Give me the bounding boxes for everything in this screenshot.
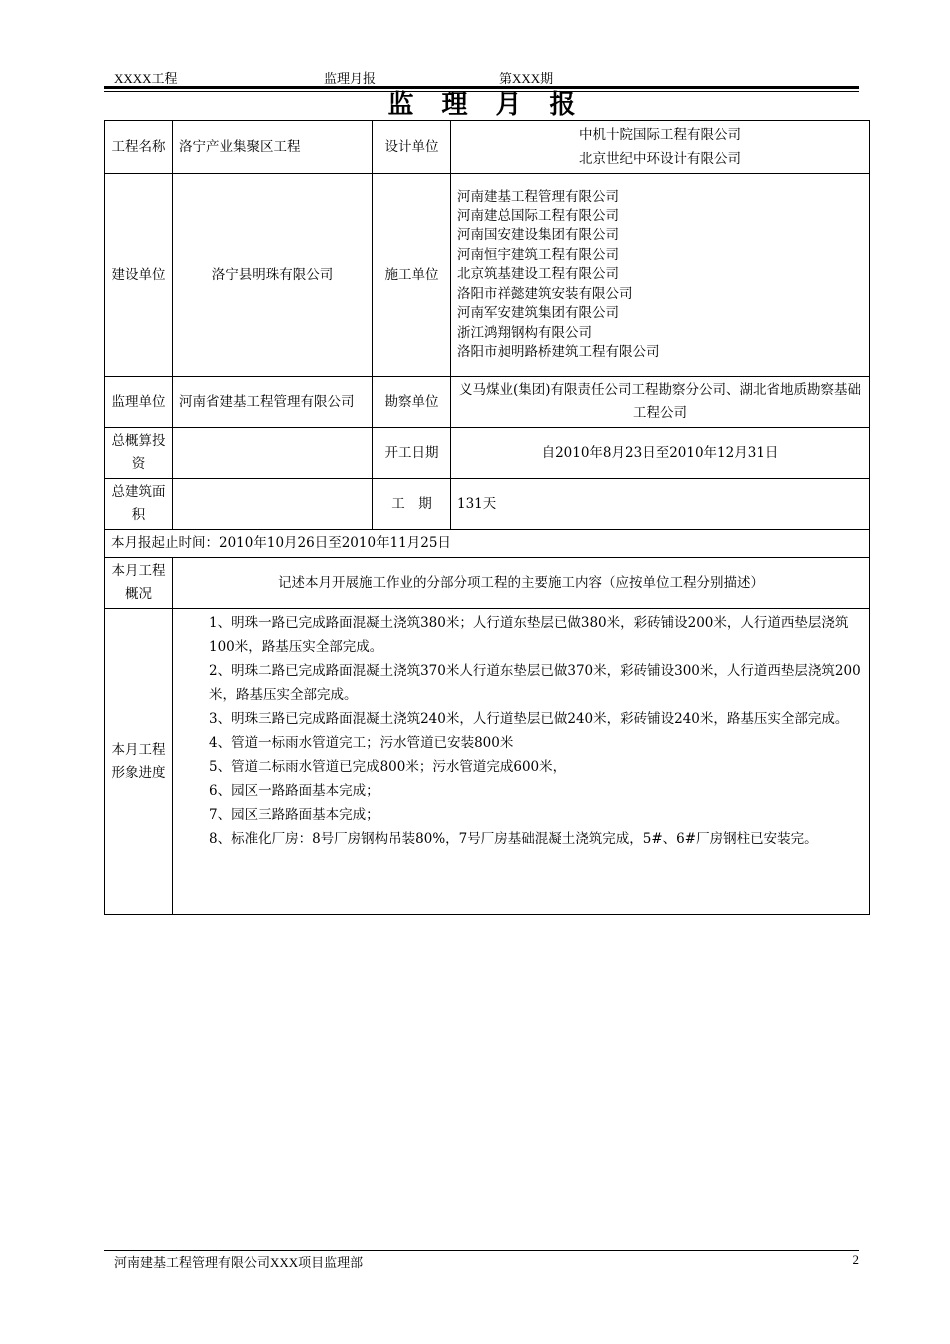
progress-item: 5、管道二标雨水管道已完成800米；污水管道完成600米， bbox=[209, 759, 567, 775]
page-footer bbox=[104, 1252, 859, 1272]
contractor-item: 河南建基工程管理有限公司 bbox=[457, 188, 619, 205]
progress-item: 1、明珠一路已完成路面混凝土浇筑380米；人行道东垫层已做380米，彩砖铺设200米，人行道西垫层浇筑100米，路基压实全部完成。 bbox=[209, 615, 849, 655]
row-progress bbox=[105, 609, 870, 915]
contractor-item: 洛阳市祥懿建筑安装有限公司 bbox=[457, 285, 633, 302]
header-issue: 第XXX期 bbox=[499, 71, 554, 86]
progress-item: 4、管道一标雨水管道完工；污水管道已安装800米 bbox=[209, 735, 514, 751]
page-header bbox=[104, 66, 859, 86]
progress-item: 6、园区一路路面基本完成； bbox=[209, 783, 380, 799]
progress-item: 3、明珠三路已完成路面混凝土浇筑240米，人行道垫层已做240米，彩砖铺设240米，路基压实全部完成。 bbox=[209, 711, 849, 727]
header-project: XXXX工程 bbox=[114, 71, 178, 86]
footer-company: 河南建基工程管理有限公司XXX项目监理部 bbox=[114, 1255, 364, 1270]
row-period bbox=[105, 530, 870, 558]
progress-item: 8、标准化厂房：8号厂房钢构吊装80%，7号厂房基础混凝土浇筑完成，5#、6#厂房钢柱已安装完。 bbox=[209, 831, 818, 847]
survey-units: 义马煤业(集团)有限责任公司工程勘察分公司、湖北省地质勘察基础工程公司 bbox=[451, 377, 870, 428]
contractor-item: 浙江鸿翔钢构有限公司 bbox=[457, 324, 592, 341]
area bbox=[173, 479, 373, 530]
project-name-label: 工程名称 bbox=[105, 121, 173, 174]
contractor-item: 北京筑基建设工程有限公司 bbox=[457, 266, 619, 283]
overview: 记述本月开展施工作业的分部分项工程的主要施工内容（应按单位工程分别描述） bbox=[173, 558, 870, 609]
report-period: 本月报起止时间：2010年10月26日至2010年11月25日 bbox=[105, 530, 870, 558]
overview-label: 本月工程概况 bbox=[105, 558, 173, 609]
start-date: 自2010年8月23日至2010年12月31日 bbox=[451, 428, 870, 479]
budget-label: 总概算投资 bbox=[105, 428, 173, 479]
progress-label: 本月工程形象进度 bbox=[105, 609, 173, 915]
row-project-name bbox=[105, 121, 870, 174]
owner-label: 建设单位 bbox=[105, 174, 173, 377]
design-units bbox=[451, 121, 870, 174]
progress-list bbox=[173, 609, 870, 915]
start-date-label: 开工日期 bbox=[373, 428, 451, 479]
contractor-item: 河南军安建筑集团有限公司 bbox=[457, 305, 619, 322]
row-budget bbox=[105, 428, 870, 479]
row-overview bbox=[105, 558, 870, 609]
report-table bbox=[104, 120, 870, 915]
owner: 洛宁县明珠有限公司 bbox=[173, 174, 373, 377]
progress-item: 7、园区三路路面基本完成； bbox=[209, 807, 380, 823]
design-unit: 北京世纪中环设计有限公司 bbox=[579, 151, 741, 167]
supervisor: 河南省建基工程管理有限公司 bbox=[173, 377, 373, 428]
budget bbox=[173, 428, 373, 479]
page-title: 监理月报 bbox=[387, 90, 604, 120]
design-unit: 中机十院国际工程有限公司 bbox=[579, 127, 741, 143]
footer-rule bbox=[104, 1250, 859, 1251]
contractor-label: 施工单位 bbox=[373, 174, 451, 377]
contractor-item: 河南恒宇建筑工程有限公司 bbox=[457, 246, 619, 263]
duration: 131天 bbox=[451, 479, 870, 530]
contractor-item: 河南国安建设集团有限公司 bbox=[457, 227, 619, 244]
progress-item: 2、明珠二路已完成路面混凝土浇筑370米人行道东垫层已做370米，彩砖铺设300米，人行道西垫层浇筑200米，路基压实全部完成。 bbox=[209, 663, 861, 703]
contractor-item: 洛阳市昶明路桥建筑工程有限公司 bbox=[457, 343, 660, 360]
duration-label: 工 期 bbox=[373, 479, 451, 530]
contractor-item: 河南建总国际工程有限公司 bbox=[457, 208, 619, 225]
project-name: 洛宁产业集聚区工程 bbox=[173, 121, 373, 174]
contractors bbox=[451, 174, 870, 377]
row-supervisor bbox=[105, 377, 870, 428]
page-number: 2 bbox=[852, 1252, 859, 1267]
row-area bbox=[105, 479, 870, 530]
header-report-type: 监理月报 bbox=[324, 71, 377, 86]
survey-label: 勘察单位 bbox=[373, 377, 451, 428]
row-owner bbox=[105, 174, 870, 377]
design-unit-label: 设计单位 bbox=[373, 121, 451, 174]
area-label: 总建筑面积 bbox=[105, 479, 173, 530]
supervisor-label: 监理单位 bbox=[105, 377, 173, 428]
